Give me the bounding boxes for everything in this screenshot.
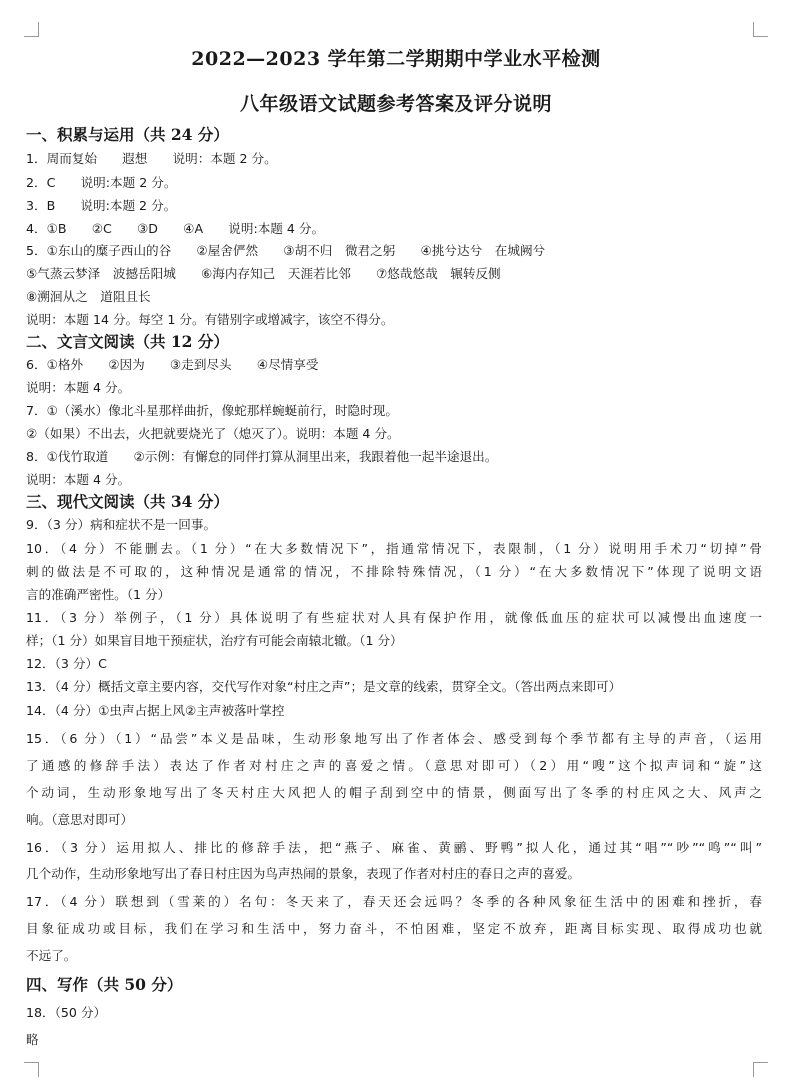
answer-line: 略 — [26, 1032, 39, 1047]
answer-line: 11．（3 分）举例子，（1 分）具体说明了有些症状对人具有保护作用，就像低血压的症状可以减慢出血速度一 — [26, 610, 762, 625]
answer-line: 说明：本题 4 分。 — [26, 380, 131, 395]
answer-line: 17．（4 分）联想到（雪莱的）名句：冬天来了，春天还会远吗？冬季的各种风象征生活中的困难和挫折，春 — [26, 894, 762, 909]
crop-mark-bottom-right — [753, 1062, 768, 1077]
section-heading-1: 一、积累与运用（共 24 分） — [26, 125, 229, 144]
section-heading-4: 四、写作（共 50 分） — [26, 975, 183, 994]
answer-line: ②（如果）不出去，火把就要烧光了（熄灭了）。说明：本题 4 分。 — [26, 426, 400, 441]
answer-line: 12．（3 分）C — [26, 656, 107, 671]
crop-mark-top-right — [753, 22, 768, 37]
answer-line: 9．（3 分）病和症状不是一回事。 — [26, 517, 217, 532]
section-heading-3: 三、现代文阅读（共 34 分） — [26, 492, 229, 511]
answer-line: 16．（3 分）运用拟人、排比的修辞手法，把“燕子、麻雀、黄鹂、野鸭”拟人化，通过其“唱”“吵”“鸣”“叫” — [26, 840, 762, 855]
answer-line: 1．周而复始 遐想 说明：本题 2 分。 — [26, 151, 277, 166]
answer-line: 6．①格外 ②因为 ③走到尽头 ④尽情享受 — [26, 357, 319, 372]
answer-line: 2．C 说明:本题 2 分。 — [26, 175, 177, 190]
answer-line: 目象征成功或目标，我们在学习和生活中，努力奋斗，不怕困难，坚定不放弃，距离目标实现、取得成功也就 — [26, 921, 762, 936]
answer-line: 10．（4 分）不能删去。（1 分）“在大多数情况下”，指通常情况下，表限制，（1 分）说明用手术刀“切掉”骨 — [26, 541, 762, 556]
document-title: 2022—2023 学年第二学期期中学业水平检测 — [191, 48, 601, 70]
answer-line: 7．①（溪水）像北斗星那样曲折，像蛇那样蜿蜒前行，时隐时现。 — [26, 403, 398, 418]
answer-line: 不远了。 — [26, 948, 77, 963]
document-subtitle: 八年级语文试题参考答案及评分说明 — [239, 93, 552, 115]
crop-mark-top-left — [24, 22, 39, 37]
answer-line: 14．（4 分）①虫声占据上风②主声被落叶掌控 — [26, 703, 285, 718]
answer-line: 3．B 说明:本题 2 分。 — [26, 198, 177, 213]
answer-line: 言的准确严密性。（1 分） — [26, 587, 171, 602]
answer-line: 8．①伐竹取道 ②示例：有懈怠的同伴打算从洞里出来，我跟着他一起半途退出。 — [26, 449, 498, 464]
answer-line: 个动词，生动形象地写出了冬天村庄大风把人的帽子刮到空中的情景，侧面写出了冬季的村庄风之大、风声之 — [26, 785, 762, 800]
answer-line: 15．（6 分）（1）“品尝”本义是品味，生动形象地写出了作者体会、感受到每个季节都有主导的声音，（运用 — [26, 731, 762, 746]
answer-line: 样；（1 分）如果盲目地干预症状，治疗有可能会南辕北辙。（1 分） — [26, 633, 403, 648]
crop-mark-bottom-left — [24, 1062, 39, 1077]
section-heading-2: 二、文言文阅读（共 12 分） — [26, 332, 229, 351]
answer-line: ⑧溯洄从之 道阻且长 — [26, 289, 151, 304]
answer-line: ⑤气蒸云梦泽 波撼岳阳城 ⑥海内存知己 天涯若比邻 ⑦悠哉悠哉 辗转反侧 — [26, 266, 501, 281]
answer-line: 18．（50 分） — [26, 1005, 107, 1020]
answer-line: 几个动作，生动形象地写出了春日村庄因为鸟声热闹的景象，表现了作者对村庄的春日之声的喜爱。 — [26, 866, 581, 881]
answer-line: 4．①B ②C ③D ④A 说明:本题 4 分。 — [26, 221, 325, 236]
answer-line: 13．（4 分）概括文章主要内容，交代写作对象“村庄之声”；是文章的线索，贯穿全文。（答出两点来即可） — [26, 679, 622, 694]
answer-line: 刺的做法是不可取的，这种情况是通常的情况，不排除特殊情况，（1 分）“在大多数情况下”体现了说明文语 — [26, 564, 762, 579]
answer-line: 说明：本题 4 分。 — [26, 472, 131, 487]
answer-line: 5．①东山的糜子西山的谷 ②屋舍俨然 ③胡不归 微君之躬 ④挑兮达兮 在城阙兮 — [26, 243, 546, 258]
answer-line: 了通感的修辞手法）表达了作者对村庄之声的喜爱之情。（意思对即可）（2）用“嗖”这个拟声词和“旋”这 — [26, 758, 762, 773]
answer-line: 说明：本题 14 分。每空 1 分。有错别字或增减字，该空不得分。 — [26, 312, 394, 327]
answer-line: 响。（意思对即可） — [26, 812, 134, 827]
